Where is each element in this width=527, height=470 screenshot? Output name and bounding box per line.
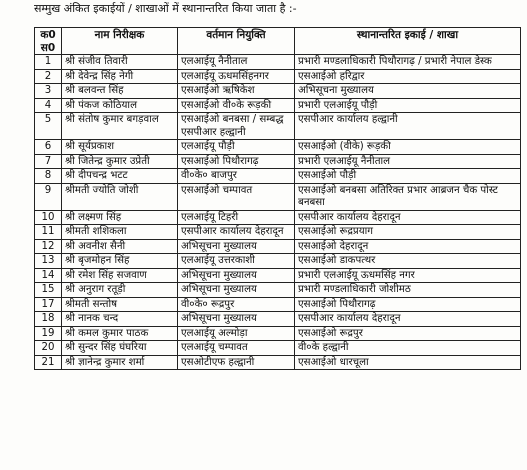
current-posting-cell: एसआईओ वी०के रूड़की — [178, 98, 295, 113]
transfer-unit-cell: एसआईओ धारचूला — [295, 355, 521, 370]
serial-cell: 20 — [35, 341, 62, 356]
table-row — [35, 297, 521, 312]
current-posting-cell: अभिसूचना मुख्यालय — [178, 312, 295, 327]
serial-cell: 10 — [35, 210, 62, 225]
current-posting-cell: एलआईयू उत्तरकाशी — [178, 254, 295, 269]
table-row — [35, 210, 521, 225]
name-cell: श्रीमती ज्योति जोशी — [62, 183, 178, 210]
table-row — [35, 355, 521, 370]
table-row — [35, 283, 521, 298]
intro-line: सम्मुख अंकित इकाईयों / शाखाओं में स्थानान्तरित किया जाता है :- — [34, 2, 297, 15]
transfer-unit-cell: प्रभारी एलआईयू नैनीताल — [295, 154, 521, 169]
table-row — [35, 341, 521, 356]
transfer-unit-cell: प्रभारी मण्डलाधिकारी जोशीमठ — [295, 283, 521, 298]
transfer-unit-cell: एसपीआर कार्यालय देहरादून — [295, 312, 521, 327]
transfer-table — [34, 27, 521, 370]
name-cell: श्री देवेन्द्र सिंह नेगी — [62, 69, 178, 84]
name-cell: श्री बृजमोहन सिंह — [62, 254, 178, 269]
transfer-unit-cell: एसआईओ रूद्रपुर — [295, 326, 521, 341]
serial-cell: 15 — [35, 283, 62, 298]
table-row — [35, 140, 521, 155]
table-row — [35, 55, 521, 70]
name-cell: श्री दीपचन्द्र भटट — [62, 169, 178, 184]
header-current-posting: वर्तमान नियुक्ति — [178, 28, 295, 55]
current-posting-cell: एसओटीएफ हल्द्वानी — [178, 355, 295, 370]
serial-cell: 3 — [35, 84, 62, 99]
table-row — [35, 326, 521, 341]
current-posting-cell: एसआईओ ऋषिकेश — [178, 84, 295, 99]
table-row — [35, 254, 521, 269]
name-cell: श्री रमेश सिंह सजवाण — [62, 268, 178, 283]
current-posting-cell: एसपीआर कार्यालय देहरादून — [178, 225, 295, 240]
table-row — [35, 312, 521, 327]
serial-cell: 1 — [35, 55, 62, 70]
table-row — [35, 225, 521, 240]
name-cell: श्री अवनीश सैनी — [62, 239, 178, 254]
name-cell: श्री बलवन्त सिंह — [62, 84, 178, 99]
name-cell: श्री संजीव तिवारी — [62, 55, 178, 70]
name-cell: श्री अनुराग रतूड़ी — [62, 283, 178, 298]
transfer-unit-cell: प्रभारी एलआईयू ऊधमसिंह नगर — [295, 268, 521, 283]
current-posting-cell: एलआईयू ऊधमसिंहनगर — [178, 69, 295, 84]
table-row — [35, 154, 521, 169]
serial-cell: 4 — [35, 98, 62, 113]
current-posting-cell: एसआईओ पिथौरागढ़ — [178, 154, 295, 169]
transfer-unit-cell: एसआईओ हरिद्वार — [295, 69, 521, 84]
name-cell: श्री कमल कुमार पाठक — [62, 326, 178, 341]
serial-cell: 7 — [35, 154, 62, 169]
current-posting-cell: अभिसूचना मुख्यालय — [178, 239, 295, 254]
serial-cell: 9 — [35, 183, 62, 210]
transfer-unit-cell: एसआईओ बनबसा अतिरिक्त प्रभार आब्रजन चैक पोस्ट बनबसा — [295, 183, 521, 210]
name-cell: श्री सूर्यप्रकाश — [62, 140, 178, 155]
transfer-unit-cell: एसआईओ पिथौरागढ़ — [295, 297, 521, 312]
table-row — [35, 183, 521, 210]
current-posting-cell: वी०के० बाजपुर — [178, 169, 295, 184]
transfer-unit-cell: एसपीआर कार्यालय देहरादून — [295, 210, 521, 225]
transfer-unit-cell: वी०के हल्द्वानी — [295, 341, 521, 356]
transfer-unit-cell: एसआईओ देहरादून — [295, 239, 521, 254]
name-cell: श्री जितेन्द्र कुमार उप्रेती — [62, 154, 178, 169]
serial-cell: 12 — [35, 239, 62, 254]
current-posting-cell: अभिसूचना मुख्यालय — [178, 283, 295, 298]
current-posting-cell: एलआईयू नैनीताल — [178, 55, 295, 70]
header-serial: क0 स0 — [35, 28, 62, 55]
current-posting-cell: अभिसूचना मुख्यालय — [178, 268, 295, 283]
transfer-unit-cell: प्रभारी एलआईयू पौड़ी — [295, 98, 521, 113]
transfer-unit-cell: एसआईओ (वीके) रूड़की — [295, 140, 521, 155]
name-cell: श्रीमती शशिकला — [62, 225, 178, 240]
serial-cell: 11 — [35, 225, 62, 240]
current-posting-cell: एलआईयू पौड़ी — [178, 140, 295, 155]
transfer-unit-cell: अभिसूचना मुख्यालय — [295, 84, 521, 99]
serial-cell: 19 — [35, 326, 62, 341]
transfer-unit-cell: एसपीआर कार्यालय हल्द्वानी — [295, 113, 521, 140]
current-posting-cell: एसआईओ बनबसा / सम्बद्ध एसपीआर हल्द्वानी — [178, 113, 295, 140]
name-cell: श्री संतोष कुमार बगड़वाल — [62, 113, 178, 140]
transfer-unit-cell: प्रभारी मण्डलाधिकारी पिथौरागढ़ / प्रभारी नेपाल डेस्क — [295, 55, 521, 70]
serial-cell: 8 — [35, 169, 62, 184]
serial-cell: 13 — [35, 254, 62, 269]
table-header-row — [35, 28, 521, 55]
current-posting-cell: एलआईयू चम्पावत — [178, 341, 295, 356]
transfer-unit-cell: एसआईओ डाकपत्थर — [295, 254, 521, 269]
name-cell: श्री ज्ञानेन्द्र कुमार शर्मा — [62, 355, 178, 370]
table-body — [35, 55, 521, 370]
name-cell: श्रीमती सन्तोष — [62, 297, 178, 312]
table-row — [35, 84, 521, 99]
transfer-unit-cell: एसआईओ रूद्रप्रयाग — [295, 225, 521, 240]
table-row — [35, 113, 521, 140]
table-row — [35, 98, 521, 113]
table-row — [35, 169, 521, 184]
current-posting-cell: एलआईयू टिहरी — [178, 210, 295, 225]
table-row — [35, 268, 521, 283]
current-posting-cell: वी०के० रूद्रपुर — [178, 297, 295, 312]
serial-cell: 2 — [35, 69, 62, 84]
name-cell: श्री नानक चन्द — [62, 312, 178, 327]
header-transfer-unit: स्थानान्तरित इकाई / शाखा — [295, 28, 521, 55]
header-name: नाम निरीक्षक — [62, 28, 178, 55]
current-posting-cell: एलआईयू अल्मोड़ा — [178, 326, 295, 341]
name-cell: श्री सुन्दर सिंह घंघरिया — [62, 341, 178, 356]
serial-cell: 14 — [35, 268, 62, 283]
table-row — [35, 239, 521, 254]
serial-cell: 17 — [35, 297, 62, 312]
transfer-unit-cell: एसआईओ पौड़ी — [295, 169, 521, 184]
table-row — [35, 69, 521, 84]
serial-cell: 6 — [35, 140, 62, 155]
serial-cell: 18 — [35, 312, 62, 327]
name-cell: श्री पंकज कोठियाल — [62, 98, 178, 113]
serial-cell: 21 — [35, 355, 62, 370]
name-cell: श्री लक्ष्मण सिंह — [62, 210, 178, 225]
serial-cell: 5 — [35, 113, 62, 140]
current-posting-cell: एसआईओ चम्पावत — [178, 183, 295, 210]
